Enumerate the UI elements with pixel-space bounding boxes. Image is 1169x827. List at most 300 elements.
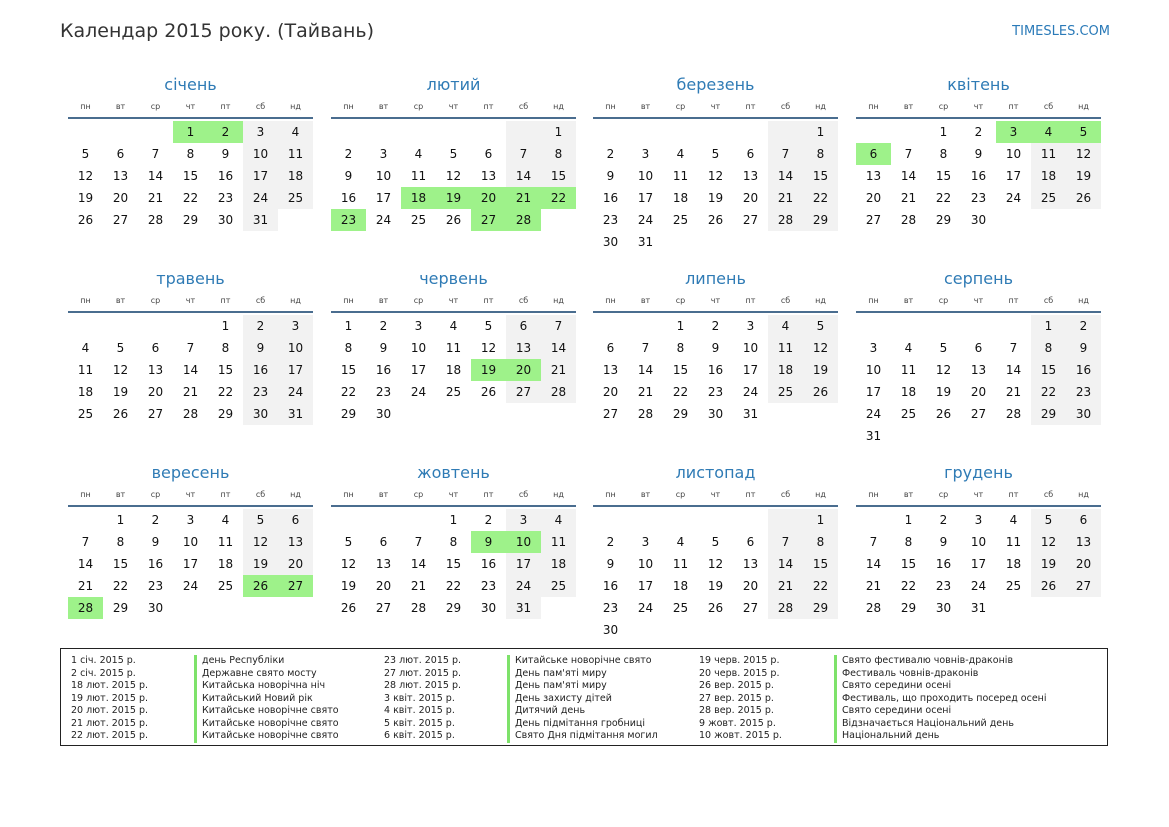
divider <box>856 117 1101 119</box>
holiday-day: 6 <box>856 143 891 165</box>
holiday-day: 4 <box>1031 121 1066 143</box>
empty-cell <box>103 121 138 143</box>
empty-cell <box>768 509 803 531</box>
weekday-label: вт <box>640 296 651 305</box>
day-cell: 28 <box>637 407 654 421</box>
day-cell: 22 <box>445 579 462 593</box>
weekday-header <box>856 99 1101 115</box>
day-cell: 1 <box>803 121 838 143</box>
holiday-day: 23 <box>331 209 366 231</box>
weekday-label: чт <box>448 490 459 499</box>
weekday-label: пт <box>483 296 494 305</box>
weekday-label: пн <box>605 102 616 111</box>
weekday-label: пн <box>868 490 879 499</box>
weekday-label: чт <box>973 296 984 305</box>
day-cell: 24 <box>742 385 759 399</box>
day-cell: 21 <box>541 359 576 381</box>
day-cell: 23 <box>480 579 497 593</box>
day-cell: 29 <box>803 209 838 231</box>
day-cell: 14 <box>410 557 427 571</box>
weekday-header <box>856 487 1101 503</box>
day-cell: 22 <box>803 575 838 597</box>
weekday-header <box>68 99 313 115</box>
day-cell: 15 <box>672 363 689 377</box>
day-cell: 29 <box>1031 403 1066 425</box>
weekday-label: сб <box>518 490 529 499</box>
day-cell: 19 <box>112 385 129 399</box>
weekday-label: пн <box>80 102 91 111</box>
legend-date: 1 січ. 2015 р. <box>71 655 136 666</box>
day-cell: 26 <box>77 213 94 227</box>
day-cell: 13 <box>278 531 313 553</box>
day-cell: 21 <box>77 579 94 593</box>
weekday-label: вт <box>903 490 914 499</box>
day-cell: 2 <box>151 513 160 527</box>
day-cell: 28 <box>182 407 199 421</box>
weekday-label: ср <box>938 490 949 499</box>
weekday-label: ср <box>938 102 949 111</box>
day-cell: 6 <box>151 341 160 355</box>
weekday-label: пт <box>220 102 231 111</box>
day-cell: 30 <box>243 403 278 425</box>
day-cell: 12 <box>935 363 952 377</box>
legend-holiday-name: Свято фестивалю човнів-драконів <box>834 655 1047 668</box>
day-cell: 11 <box>672 169 689 183</box>
day-cell: 25 <box>77 407 94 421</box>
day-cell: 19 <box>340 579 357 593</box>
day-cell: 3 <box>506 509 541 531</box>
empty-cell <box>891 121 926 143</box>
day-cell: 7 <box>186 341 195 355</box>
day-grid <box>593 315 838 425</box>
day-cell: 8 <box>803 143 838 165</box>
legend-holiday-name: День пам'яті миру <box>507 680 658 693</box>
day-cell: 14 <box>900 169 917 183</box>
day-cell: 26 <box>707 213 724 227</box>
month-9 <box>68 462 313 619</box>
day-cell: 11 <box>1031 143 1066 165</box>
day-cell: 26 <box>1066 187 1101 209</box>
weekday-label: чт <box>710 296 721 305</box>
day-cell: 29 <box>672 407 689 421</box>
day-cell: 15 <box>803 553 838 575</box>
day-cell: 1 <box>541 121 576 143</box>
day-cell: 18 <box>217 557 234 571</box>
weekday-label: нд <box>815 490 826 499</box>
day-cell: 12 <box>480 341 497 355</box>
weekday-label: ср <box>675 102 686 111</box>
weekday-label: пт <box>483 102 494 111</box>
day-cell: 13 <box>506 337 541 359</box>
day-cell: 17 <box>410 363 427 377</box>
month-name: січень <box>164 75 217 94</box>
day-cell: 3 <box>186 513 195 527</box>
day-cell: 19 <box>1066 165 1101 187</box>
empty-cell <box>663 509 698 531</box>
day-cell: 9 <box>606 557 615 571</box>
day-cell: 9 <box>243 337 278 359</box>
day-cell: 27 <box>602 407 619 421</box>
day-grid <box>68 315 313 425</box>
weekday-label: пт <box>1008 490 1019 499</box>
legend-date: 27 лют. 2015 р. <box>384 667 461 679</box>
day-cell: 15 <box>935 169 952 183</box>
empty-cell <box>138 315 173 337</box>
weekday-label: нд <box>553 102 564 111</box>
day-cell: 23 <box>217 191 234 205</box>
day-cell: 7 <box>768 531 803 553</box>
day-cell: 26 <box>445 213 462 227</box>
day-cell: 1 <box>904 513 913 527</box>
day-cell: 12 <box>445 169 462 183</box>
day-cell: 11 <box>672 557 689 571</box>
empty-cell <box>698 509 733 531</box>
holiday-legend <box>60 648 1108 746</box>
day-cell: 17 <box>970 557 987 571</box>
weekday-label: вт <box>903 296 914 305</box>
empty-cell <box>926 315 961 337</box>
legend-date: 28 лют. 2015 р. <box>384 680 461 691</box>
weekday-header <box>331 293 576 309</box>
weekday-label: ср <box>675 296 686 305</box>
legend-date: 3 квіт. 2015 р. <box>384 692 455 704</box>
day-grid <box>856 121 1101 231</box>
day-cell: 24 <box>410 385 427 399</box>
day-cell: 14 <box>1005 363 1022 377</box>
day-grid <box>331 509 576 619</box>
day-cell: 7 <box>151 147 160 161</box>
brand-link[interactable]: TIMESLES.COM <box>1012 24 1110 39</box>
empty-cell <box>401 121 436 143</box>
weekday-label: вт <box>903 102 914 111</box>
day-cell: 11 <box>445 341 462 355</box>
day-cell: 18 <box>445 363 462 377</box>
month-name: травень <box>156 269 225 288</box>
day-cell: 10 <box>278 337 313 359</box>
day-cell: 6 <box>1066 509 1101 531</box>
day-cell: 18 <box>900 385 917 399</box>
day-cell: 10 <box>637 169 654 183</box>
day-cell: 10 <box>742 341 759 355</box>
day-cell: 23 <box>970 191 987 205</box>
day-cell: 11 <box>410 169 427 183</box>
day-cell: 14 <box>637 363 654 377</box>
day-cell: 2 <box>379 319 388 333</box>
day-cell: 5 <box>243 509 278 531</box>
weekday-header <box>856 293 1101 309</box>
legend-date: 18 лют. 2015 р. <box>71 680 148 691</box>
weekday-label: пт <box>1008 102 1019 111</box>
day-cell: 7 <box>506 143 541 165</box>
day-cell: 14 <box>768 553 803 575</box>
day-cell: 14 <box>865 557 882 571</box>
day-cell: 10 <box>865 363 882 377</box>
month-11 <box>593 462 838 641</box>
day-cell: 5 <box>484 319 493 333</box>
month-name: березень <box>676 75 755 94</box>
day-cell: 17 <box>182 557 199 571</box>
weekday-label: сб <box>1043 296 1054 305</box>
day-cell: 18 <box>1031 165 1066 187</box>
divider <box>68 117 313 119</box>
day-cell: 21 <box>865 579 882 593</box>
day-cell: 23 <box>935 579 952 593</box>
weekday-label: пт <box>745 296 756 305</box>
day-cell: 25 <box>768 381 803 403</box>
empty-cell <box>856 509 891 531</box>
day-grid <box>68 509 313 619</box>
day-cell: 20 <box>602 385 619 399</box>
holiday-day: 27 <box>471 209 506 231</box>
weekday-label: сб <box>518 102 529 111</box>
empty-cell <box>331 121 366 143</box>
day-cell: 29 <box>112 601 129 615</box>
empty-cell <box>628 121 663 143</box>
day-cell: 9 <box>344 169 353 183</box>
day-cell: 27 <box>970 407 987 421</box>
day-cell: 19 <box>935 385 952 399</box>
weekday-label: нд <box>553 490 564 499</box>
month-7 <box>593 268 838 425</box>
weekday-label: чт <box>973 102 984 111</box>
day-cell: 3 <box>746 319 755 333</box>
day-cell: 17 <box>865 385 882 399</box>
day-cell: 4 <box>221 513 230 527</box>
day-cell: 4 <box>1009 513 1018 527</box>
legend-holiday-name: Державне свято мосту <box>194 668 339 681</box>
day-cell: 30 <box>935 601 952 615</box>
weekday-label: нд <box>553 296 564 305</box>
day-cell: 22 <box>900 579 917 593</box>
empty-cell <box>768 121 803 143</box>
day-cell: 21 <box>1005 385 1022 399</box>
empty-cell <box>628 315 663 337</box>
day-cell: 10 <box>410 341 427 355</box>
empty-cell <box>68 509 103 531</box>
empty-cell <box>856 315 891 337</box>
empty-cell <box>471 121 506 143</box>
day-cell: 19 <box>707 579 724 593</box>
weekday-label: сб <box>255 296 266 305</box>
day-cell: 10 <box>243 143 278 165</box>
empty-cell <box>733 509 768 531</box>
holiday-day: 9 <box>471 531 506 553</box>
day-cell: 24 <box>865 407 882 421</box>
day-cell: 16 <box>147 557 164 571</box>
empty-cell <box>173 315 208 337</box>
weekday-label: пн <box>605 296 616 305</box>
day-cell: 29 <box>340 407 357 421</box>
day-cell: 10 <box>1005 147 1022 161</box>
day-cell: 21 <box>147 191 164 205</box>
day-cell: 27 <box>112 213 129 227</box>
legend-date: 26 вер. 2015 р. <box>699 680 774 691</box>
day-cell: 18 <box>768 359 803 381</box>
day-cell: 13 <box>865 169 882 183</box>
legend-holiday-name: Національний день <box>834 730 1047 743</box>
weekday-label: ср <box>150 490 161 499</box>
day-cell: 18 <box>1005 557 1022 571</box>
day-cell: 12 <box>1031 531 1066 553</box>
weekday-label: вт <box>378 102 389 111</box>
weekday-label: сб <box>780 102 791 111</box>
weekday-label: вт <box>640 102 651 111</box>
weekday-label: ср <box>675 490 686 499</box>
day-cell: 28 <box>1005 407 1022 421</box>
holiday-day: 19 <box>436 187 471 209</box>
day-cell: 25 <box>900 407 917 421</box>
holiday-day: 22 <box>541 187 576 209</box>
divider <box>331 117 576 119</box>
day-cell: 22 <box>340 385 357 399</box>
weekday-label: пн <box>80 296 91 305</box>
day-cell: 31 <box>243 209 278 231</box>
month-name: вересень <box>151 463 230 482</box>
empty-cell <box>593 121 628 143</box>
day-cell: 18 <box>77 385 94 399</box>
day-cell: 4 <box>541 509 576 531</box>
day-cell: 6 <box>506 315 541 337</box>
legend-date: 5 квіт. 2015 р. <box>384 717 455 729</box>
day-cell: 7 <box>1009 341 1018 355</box>
day-cell: 5 <box>803 315 838 337</box>
day-cell: 29 <box>182 213 199 227</box>
day-cell: 2 <box>1066 315 1101 337</box>
day-cell: 12 <box>1066 143 1101 165</box>
weekday-label: вт <box>640 490 651 499</box>
weekday-label: сб <box>518 296 529 305</box>
day-cell: 21 <box>768 575 803 597</box>
legend-holiday-name: Свято Дня підмітання могил <box>507 730 658 743</box>
day-cell: 8 <box>939 147 948 161</box>
day-cell: 14 <box>147 169 164 183</box>
day-cell: 17 <box>506 553 541 575</box>
day-cell: 11 <box>217 535 234 549</box>
day-cell: 16 <box>970 169 987 183</box>
day-cell: 2 <box>711 319 720 333</box>
weekday-label: чт <box>185 296 196 305</box>
day-cell: 3 <box>974 513 983 527</box>
day-cell: 4 <box>278 121 313 143</box>
day-cell: 15 <box>803 165 838 187</box>
legend-date: 6 квіт. 2015 р. <box>384 730 455 741</box>
day-cell: 7 <box>869 535 878 549</box>
day-cell: 19 <box>77 191 94 205</box>
day-cell: 22 <box>935 191 952 205</box>
day-cell: 15 <box>900 557 917 571</box>
day-cell: 25 <box>1031 187 1066 209</box>
day-cell: 1 <box>1031 315 1066 337</box>
day-cell: 6 <box>606 341 615 355</box>
day-cell: 16 <box>602 191 619 205</box>
day-cell: 22 <box>112 579 129 593</box>
day-cell: 9 <box>974 147 983 161</box>
holiday-day: 5 <box>1066 121 1101 143</box>
day-cell: 10 <box>637 557 654 571</box>
day-cell: 8 <box>1031 337 1066 359</box>
day-cell: 16 <box>217 169 234 183</box>
weekday-label: пн <box>868 102 879 111</box>
day-cell: 21 <box>182 385 199 399</box>
divider <box>856 505 1101 507</box>
holiday-day: 1 <box>173 121 208 143</box>
weekday-label: сб <box>780 490 791 499</box>
empty-cell <box>68 121 103 143</box>
weekday-label: нд <box>1078 490 1089 499</box>
legend-holiday-name: Китайський Новий рік <box>194 693 339 706</box>
day-cell: 16 <box>375 363 392 377</box>
day-cell: 16 <box>935 557 952 571</box>
day-cell: 1 <box>803 509 838 531</box>
day-cell: 4 <box>414 147 423 161</box>
day-cell: 12 <box>243 531 278 553</box>
day-cell: 5 <box>711 147 720 161</box>
day-grid <box>68 121 313 231</box>
day-cell: 30 <box>602 623 619 637</box>
weekday-label: пт <box>220 490 231 499</box>
legend-date: 10 жовт. 2015 р. <box>699 730 782 741</box>
weekday-label: пт <box>220 296 231 305</box>
empty-cell <box>138 121 173 143</box>
weekday-label: чт <box>710 490 721 499</box>
day-cell: 28 <box>768 209 803 231</box>
day-cell: 29 <box>803 597 838 619</box>
month-name: червень <box>419 269 488 288</box>
day-cell: 8 <box>116 535 125 549</box>
day-cell: 30 <box>375 407 392 421</box>
month-6 <box>331 268 576 425</box>
holiday-day: 3 <box>996 121 1031 143</box>
day-cell: 20 <box>742 191 759 205</box>
day-cell: 15 <box>182 169 199 183</box>
weekday-label: нд <box>1078 296 1089 305</box>
day-cell: 18 <box>672 191 689 205</box>
day-cell: 6 <box>974 341 983 355</box>
day-cell: 27 <box>865 213 882 227</box>
day-cell: 20 <box>1066 553 1101 575</box>
weekday-label: чт <box>710 102 721 111</box>
legend-date: 2 січ. 2015 р. <box>71 667 136 679</box>
day-cell: 2 <box>606 535 615 549</box>
day-cell: 12 <box>77 169 94 183</box>
weekday-header <box>68 487 313 503</box>
weekday-label: сб <box>255 102 266 111</box>
day-cell: 12 <box>340 557 357 571</box>
holiday-day: 28 <box>506 209 541 231</box>
legend-date: 28 вер. 2015 р. <box>699 705 774 716</box>
day-cell: 27 <box>147 407 164 421</box>
day-cell: 6 <box>278 509 313 531</box>
month-name: квітень <box>947 75 1010 94</box>
day-cell: 9 <box>151 535 160 549</box>
day-cell: 26 <box>803 381 838 403</box>
weekday-label: чт <box>185 490 196 499</box>
empty-cell <box>68 315 103 337</box>
day-cell: 23 <box>707 385 724 399</box>
weekday-label: вт <box>115 102 126 111</box>
legend-holiday-name: День підмітання гробниці <box>507 718 658 731</box>
day-cell: 10 <box>182 535 199 549</box>
legend-dates-col <box>384 655 461 743</box>
day-cell: 21 <box>900 191 917 205</box>
day-cell: 2 <box>243 315 278 337</box>
month-12 <box>856 462 1101 619</box>
day-cell: 3 <box>641 147 650 161</box>
day-cell: 11 <box>77 363 94 377</box>
day-cell: 25 <box>672 213 689 227</box>
day-cell: 9 <box>939 535 948 549</box>
day-cell: 28 <box>541 381 576 403</box>
